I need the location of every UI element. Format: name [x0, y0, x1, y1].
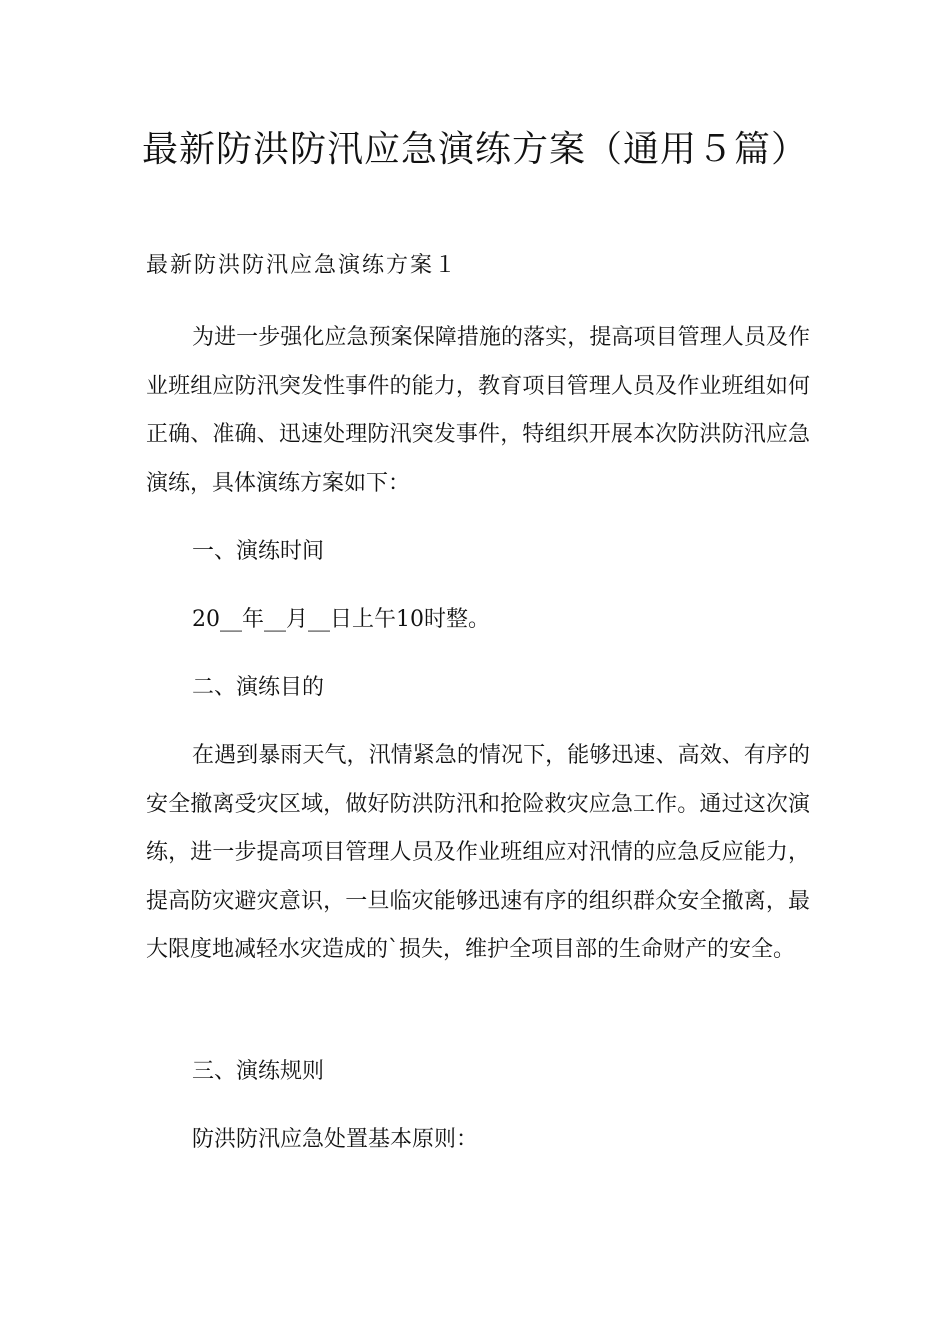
- intro-paragraph: 为进一步强化应急预案保障措施的落实，提高项目管理人员及作业班组应防汛突发性事件的能力，教育项目管理人员及作业班组如何正确、准确、迅速处理防汛突发事件，特组织开展本次防洪防汛应急演练，具体演练方案如下：: [146, 325, 810, 496]
- heading-drill-time: 一、演练时间: [192, 539, 325, 564]
- heading-drill-rules: 三、演练规则: [192, 1059, 325, 1084]
- purpose-paragraph: 在遇到暴雨天气，汛情紧急的情况下，能够迅速、高效、有序的安全撤离受灾区域，做好防洪防汛和抢险救灾应急工作。通过这次演练，进一步提高项目管理人员及作业班组应对汛情的应急反应能力，提高防灾避灾意识，一旦临灾能够迅速有序的组织群众安全撤离，最大限度地减轻水灾造成的`损失，维护全项目部的生命财产的安全。: [146, 743, 810, 963]
- section-heading: 最新防洪防汛应急演练方案１: [146, 253, 459, 278]
- rules-text: 防洪防汛应急处置基本原则：: [192, 1127, 479, 1152]
- document-title: 最新防洪防汛应急演练方案（通用５篇）: [141, 129, 808, 170]
- heading-drill-purpose: 二、演练目的: [192, 675, 325, 700]
- drill-time-text: 20__年__月__日上午10时整。: [192, 607, 490, 632]
